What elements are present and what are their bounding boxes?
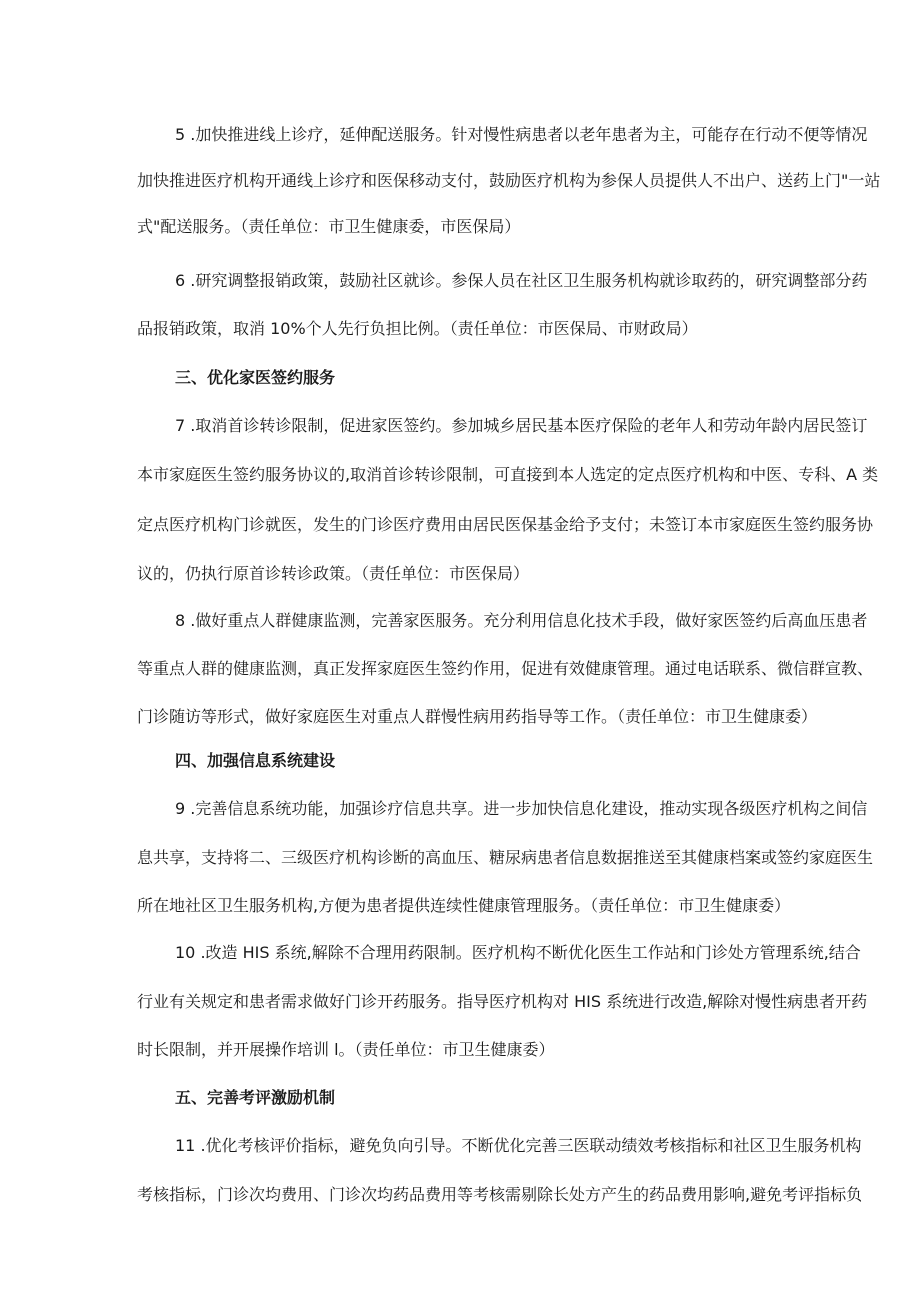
- section-heading-3: [137, 368, 920, 388]
- paragraph-line: 式"配送服务。（责任单位：市卫生健康委，市医保局）: [137, 217, 521, 236]
- paragraph-line: 9 .完善信息系统功能，加强诊疗信息共享。进一步加快信息化建设，推动实现各级医疗机构之间信: [175, 799, 868, 818]
- paragraph-line: 品报销政策，取消 10%个人先行负担比例。（责任单位：市医保局、市财政局）: [137, 319, 698, 338]
- section-heading-5: [137, 1088, 920, 1108]
- paragraph-item-11: [137, 1136, 920, 1205]
- paragraph-line: 议的，仍执行原首诊转诊政策。（责任单位：市医保局）: [137, 564, 530, 583]
- paragraph-line: 行业有关规定和患者需求做好门诊开药服务。指导医疗机构对 HIS 系统进行改造,解除对慢性病患者开药: [137, 992, 868, 1011]
- paragraph-item-10: [137, 943, 920, 1060]
- paragraph-line: 加快推进医疗机构开通线上诊疗和医保移动支付，鼓励医疗机构为参保人员提供人不出户、送药上门"一站: [137, 171, 881, 190]
- paragraph-item-8: [137, 611, 920, 727]
- paragraph-line: 8 .做好重点人群健康监测，完善家医服务。充分利用信息化技术手段，做好家医签约后高血压患者: [175, 611, 868, 630]
- paragraph-line: 6 .研究调整报销政策，鼓励社区就诊。参保人员在社区卫生服务机构就诊取药的，研究调整部分药: [175, 271, 868, 290]
- paragraph-item-9: [137, 799, 920, 916]
- paragraph-line: 门诊随访等形式，做好家庭医生对重点人群慢性病用药指导等工作。（责任单位：市卫生健康委）: [137, 707, 818, 726]
- paragraph-item-7: [137, 416, 920, 584]
- paragraph-item-6: [137, 271, 920, 339]
- paragraph-line: 5 .加快推进线上诊疗，延伸配送服务。针对慢性病患者以老年患者为主，可能存在行动不便等情况: [175, 125, 868, 144]
- paragraph-line: 10 .改造 HIS 系统,解除不合理用药限制。医疗机构不断优化医生工作站和门诊处方管理系统,结合: [175, 943, 861, 962]
- paragraph-item-5: [137, 125, 920, 237]
- section-heading: 五、完善考评激励机制: [175, 1088, 336, 1107]
- paragraph-line: 所在地社区卫生服务机构,方便为患者提供连续性健康管理服务。（责任单位：市卫生健康委）: [137, 896, 791, 915]
- paragraph-line: 本市家庭医生签约服务协议的,取消首诊转诊限制，可直接到本人选定的定点医疗机构和中医、专科、A 类: [137, 465, 879, 484]
- section-heading: 四、加强信息系统建设: [175, 751, 336, 770]
- paragraph-line: 息共享，支持将二、三级医疗机构诊断的高血压、糖尿病患者信息数据推送至其健康档案或签约家庭医生: [137, 848, 874, 867]
- paragraph-line: 等重点人群的健康监测，真正发挥家庭医生签约作用，促进有效健康管理。通过电话联系、微信群宣教、: [137, 659, 874, 678]
- paragraph-line: 定点医疗机构门诊就医，发生的门诊医疗费用由居民医保基金给予支付；未签订本市家庭医生签约服务协: [137, 515, 874, 534]
- paragraph-line: 时长限制，并开展操作培训 l。（责任单位：市卫生健康委）: [137, 1040, 555, 1059]
- paragraph-line: 考核指标，门诊次均费用、门诊次均药品费用等考核需剔除长处方产生的药品费用影响,避免考评指标负: [137, 1185, 863, 1204]
- section-heading: 三、优化家医签约服务: [175, 368, 336, 387]
- paragraph-line: 7 .取消首诊转诊限制，促进家医签约。参加城乡居民基本医疗保险的老年人和劳动年龄内居民签订: [175, 416, 868, 435]
- section-heading-4: [137, 751, 920, 771]
- paragraph-line: 11 .优化考核评价指标，避免负向引导。不断优化完善三医联动绩效考核指标和社区卫生服务机构: [175, 1136, 862, 1155]
